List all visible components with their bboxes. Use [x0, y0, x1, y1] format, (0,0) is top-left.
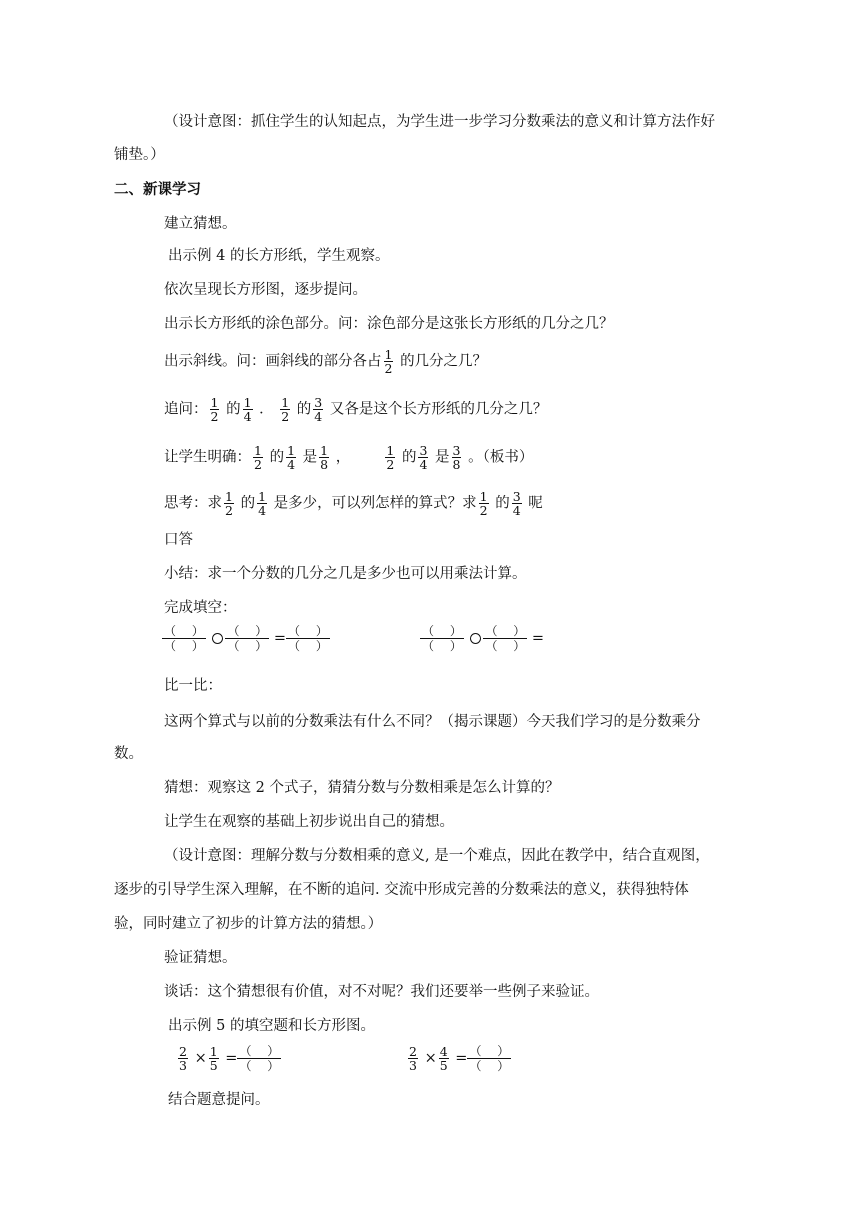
- fraction-1-2: $\frac{1}{2}$: [225, 489, 233, 518]
- blank-fraction: $\frac{( )}{( )}$: [164, 624, 204, 653]
- text: 是: [435, 449, 450, 466]
- blank-fraction: $\frac{( )}{( )}$: [469, 1044, 510, 1073]
- text: 又各是这个长方形纸的几分之几？: [329, 401, 548, 418]
- text: 。（板书）: [468, 449, 534, 466]
- times-sign: ×: [194, 1050, 207, 1067]
- fraction-2-3: $\frac{2}{3}$: [179, 1044, 187, 1073]
- fraction-1-5: $\frac{1}{5}$: [209, 1044, 218, 1073]
- line-show-rectangles: 依次呈现长方形图，逐步提问。: [164, 282, 367, 298]
- text: 出示斜线。问：画斜线的部分各占: [164, 353, 382, 370]
- blank-fraction: $\frac{( )}{( )}$: [485, 624, 526, 653]
- line-show-example-4: 出示例 4 的长方形纸，学生观察。: [168, 248, 390, 264]
- times-sign: ×: [424, 1050, 437, 1067]
- text: 追问：: [164, 401, 208, 418]
- fraction-3-4: $\frac{3}{4}$: [512, 489, 521, 518]
- text: 的: [296, 401, 312, 418]
- line-fill-blank: 完成填空：: [164, 600, 237, 616]
- blank-fraction: $\frac{( )}{( )}$: [239, 1044, 280, 1073]
- fraction-3-4: $\frac{3}{4}$: [314, 395, 323, 424]
- para-design-intent-2-cont: 逐步的引导学生深入理解，在不断的追问. 交流中形成完善的分数乘法的意义，获得独特体: [114, 882, 689, 898]
- equals-sign: =: [225, 1050, 238, 1067]
- fraction-3-4: $\frac{3}{4}$: [419, 443, 428, 472]
- fraction-1-2: $\frac{1}{2}$: [281, 395, 290, 424]
- para-design-intent-1: （设计意图：抓住学生的认知起点，为学生进一步学习分数乘法的意义和计算方法作好: [164, 114, 715, 130]
- text: 的: [240, 495, 256, 512]
- fraction-3-8: $\frac{3}{8}$: [452, 443, 461, 472]
- line-build-conjecture: 建立猜想。: [164, 216, 237, 232]
- fraction-1-2: $\frac{1}{2}$: [479, 489, 488, 518]
- line-ask-by-meaning: 结合题意提问。: [168, 1092, 270, 1108]
- para-design-intent-1-cont: 铺垫。）: [114, 147, 165, 163]
- blank-fraction: $\frac{( )}{( )}$: [288, 624, 328, 653]
- fraction-2-3: $\frac{2}{3}$: [409, 1044, 417, 1073]
- fraction-1-4: $\frac{1}{4}$: [243, 395, 252, 424]
- line-verify: 验证猜想。: [164, 950, 237, 966]
- fill-blank-equation-2: [420, 624, 544, 653]
- fraction-1-2: $\frac{1}{2}$: [386, 443, 395, 472]
- text: 是: [302, 449, 318, 466]
- text: 的: [495, 495, 510, 512]
- para-difference-cont: 数。: [114, 746, 143, 762]
- fraction-1-4: $\frac{1}{4}$: [258, 489, 267, 518]
- line-shaded-question: 出示长方形纸的涂色部分。问：涂色部分是这张长方形纸的几分之几？: [164, 316, 614, 332]
- fill-blank-equation-1: [162, 624, 330, 653]
- fraction-1-2: $\frac{1}{2}$: [384, 347, 393, 376]
- line-oral-answer: 口答: [164, 532, 193, 548]
- para-design-intent-2-end: 验，同时建立了初步的计算方法的猜想。）: [114, 916, 383, 932]
- line-students-guess: 让学生在观察的基础上初步说出自己的猜想。: [164, 814, 454, 830]
- operator-circle: [212, 633, 223, 644]
- fraction-1-8: $\frac{1}{8}$: [320, 443, 329, 472]
- line-think: [164, 490, 543, 517]
- para-design-intent-2: （设计意图：理解分数与分数相乘的意义, 是一个难点，因此在教学中，结合直观图，: [164, 848, 710, 864]
- text: 思考：求: [164, 495, 222, 512]
- section-heading: 二、新课学习: [114, 182, 201, 198]
- text: 是多少，可以列怎样的算式？求: [273, 495, 477, 512]
- text: 的几分之几？: [400, 353, 488, 370]
- equals-sign: =: [531, 630, 545, 647]
- text: 的: [226, 401, 241, 418]
- para-difference: 这两个算式与以前的分数乘法有什么不同？（揭示课题）今天我们学习的是分数乘分: [164, 714, 701, 730]
- blank-fraction: $\frac{( )}{( )}$: [227, 624, 268, 653]
- example-5-equation-2: [406, 1044, 511, 1073]
- line-summary: 小结：求一个分数的几分之几是多少也可以用乘法计算。: [164, 566, 527, 582]
- equals-sign: =: [273, 630, 287, 647]
- text: ，: [335, 449, 351, 466]
- fraction-1-2: $\frac{1}{2}$: [210, 395, 219, 424]
- equals-sign: =: [455, 1050, 468, 1067]
- line-follow-up: [164, 396, 547, 423]
- line-hatch-question: [164, 348, 487, 375]
- text: 呢: [528, 495, 543, 512]
- line-clarify: [164, 444, 533, 471]
- text: 的: [269, 449, 285, 466]
- operator-circle: [470, 633, 481, 644]
- line-show-example-5: 出示例 5 的填空题和长方形图。: [168, 1018, 375, 1034]
- text: ．: [259, 401, 274, 418]
- blank-fraction: $\frac{( )}{( )}$: [422, 624, 462, 653]
- fraction-1-2: $\frac{1}{2}$: [254, 443, 262, 472]
- text: 的: [401, 449, 417, 466]
- line-compare: 比一比：: [164, 678, 222, 694]
- line-guess: 猜想：观察这 2 个式子，猜猜分数与分数相乘是怎么计算的？: [164, 780, 560, 796]
- text: 让学生明确：: [164, 449, 251, 466]
- fraction-4-5: $\frac{4}{5}$: [439, 1044, 448, 1073]
- example-5-equation-1: [176, 1044, 281, 1073]
- fraction-1-4: $\frac{1}{4}$: [287, 443, 296, 472]
- line-talk: 谈话：这个猜想很有价值，对不对呢？我们还要举一些例子来验证。: [164, 984, 599, 1000]
